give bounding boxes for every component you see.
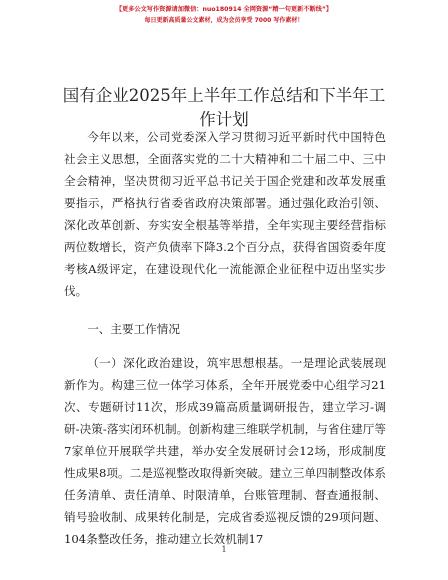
paragraph-political-text: （一）深化政治建设，筑牢思想根基。一是理论武装展现新作为。构建三位一体学习体系，全年开展党委中心组学习21次、专题研讨11次，形成39篇高质量调研报告，建立学习-调研-决策-落实闭环机制。创新构建三维联学机制，与省住建厅等7家单位开展联学共建，举办安全发展研讨会12场，形成制度性成果8项。二是巡视整改取得新突破。建立三单四制整改体系任务清单、责任清单、时限清单，台账管理制、督查通报制、销号验收制、成果转化制是，完成省委巡视反馈的29项问题、104条整改任务，推动建立长效机制17	[64, 356, 386, 546]
paragraph-political	[64, 352, 386, 550]
page-number: 1	[221, 545, 227, 554]
document-title: 国有企业2025年上半年工作总结和下半年工作计划	[62, 86, 386, 129]
promo-line-1: 【更多公文写作资源请加微信：nuo180914 全网资源“精一句更新不断线”】	[115, 6, 333, 13]
paragraph-intro	[64, 126, 386, 302]
section-heading	[64, 318, 386, 340]
promo-line-2: 每日更新高质量公文素材，成为会员享受 7000 写作素材！	[144, 17, 304, 24]
paragraph-intro-text: 今年以来，公司党委深入学习贯彻习近平新时代中国特色社会主义思想，全面落实党的二十大精神和二十届二中、三中全会精神，坚决贯彻习近平总书记关于国企党建和改革发展重要指示，严格执行省委省政府决策部署。通过强化政治引领、深化改革创新、夯实安全根基等举措，全年实现主要经营指标两位数增长，资产负债率下降3.2个百分点，获得省国资委年度考核A级评定，在建设现代化一流能源企业征程中迈出坚实步伐。	[64, 130, 386, 298]
section-heading-text: 一、主要工作情况	[87, 322, 180, 336]
